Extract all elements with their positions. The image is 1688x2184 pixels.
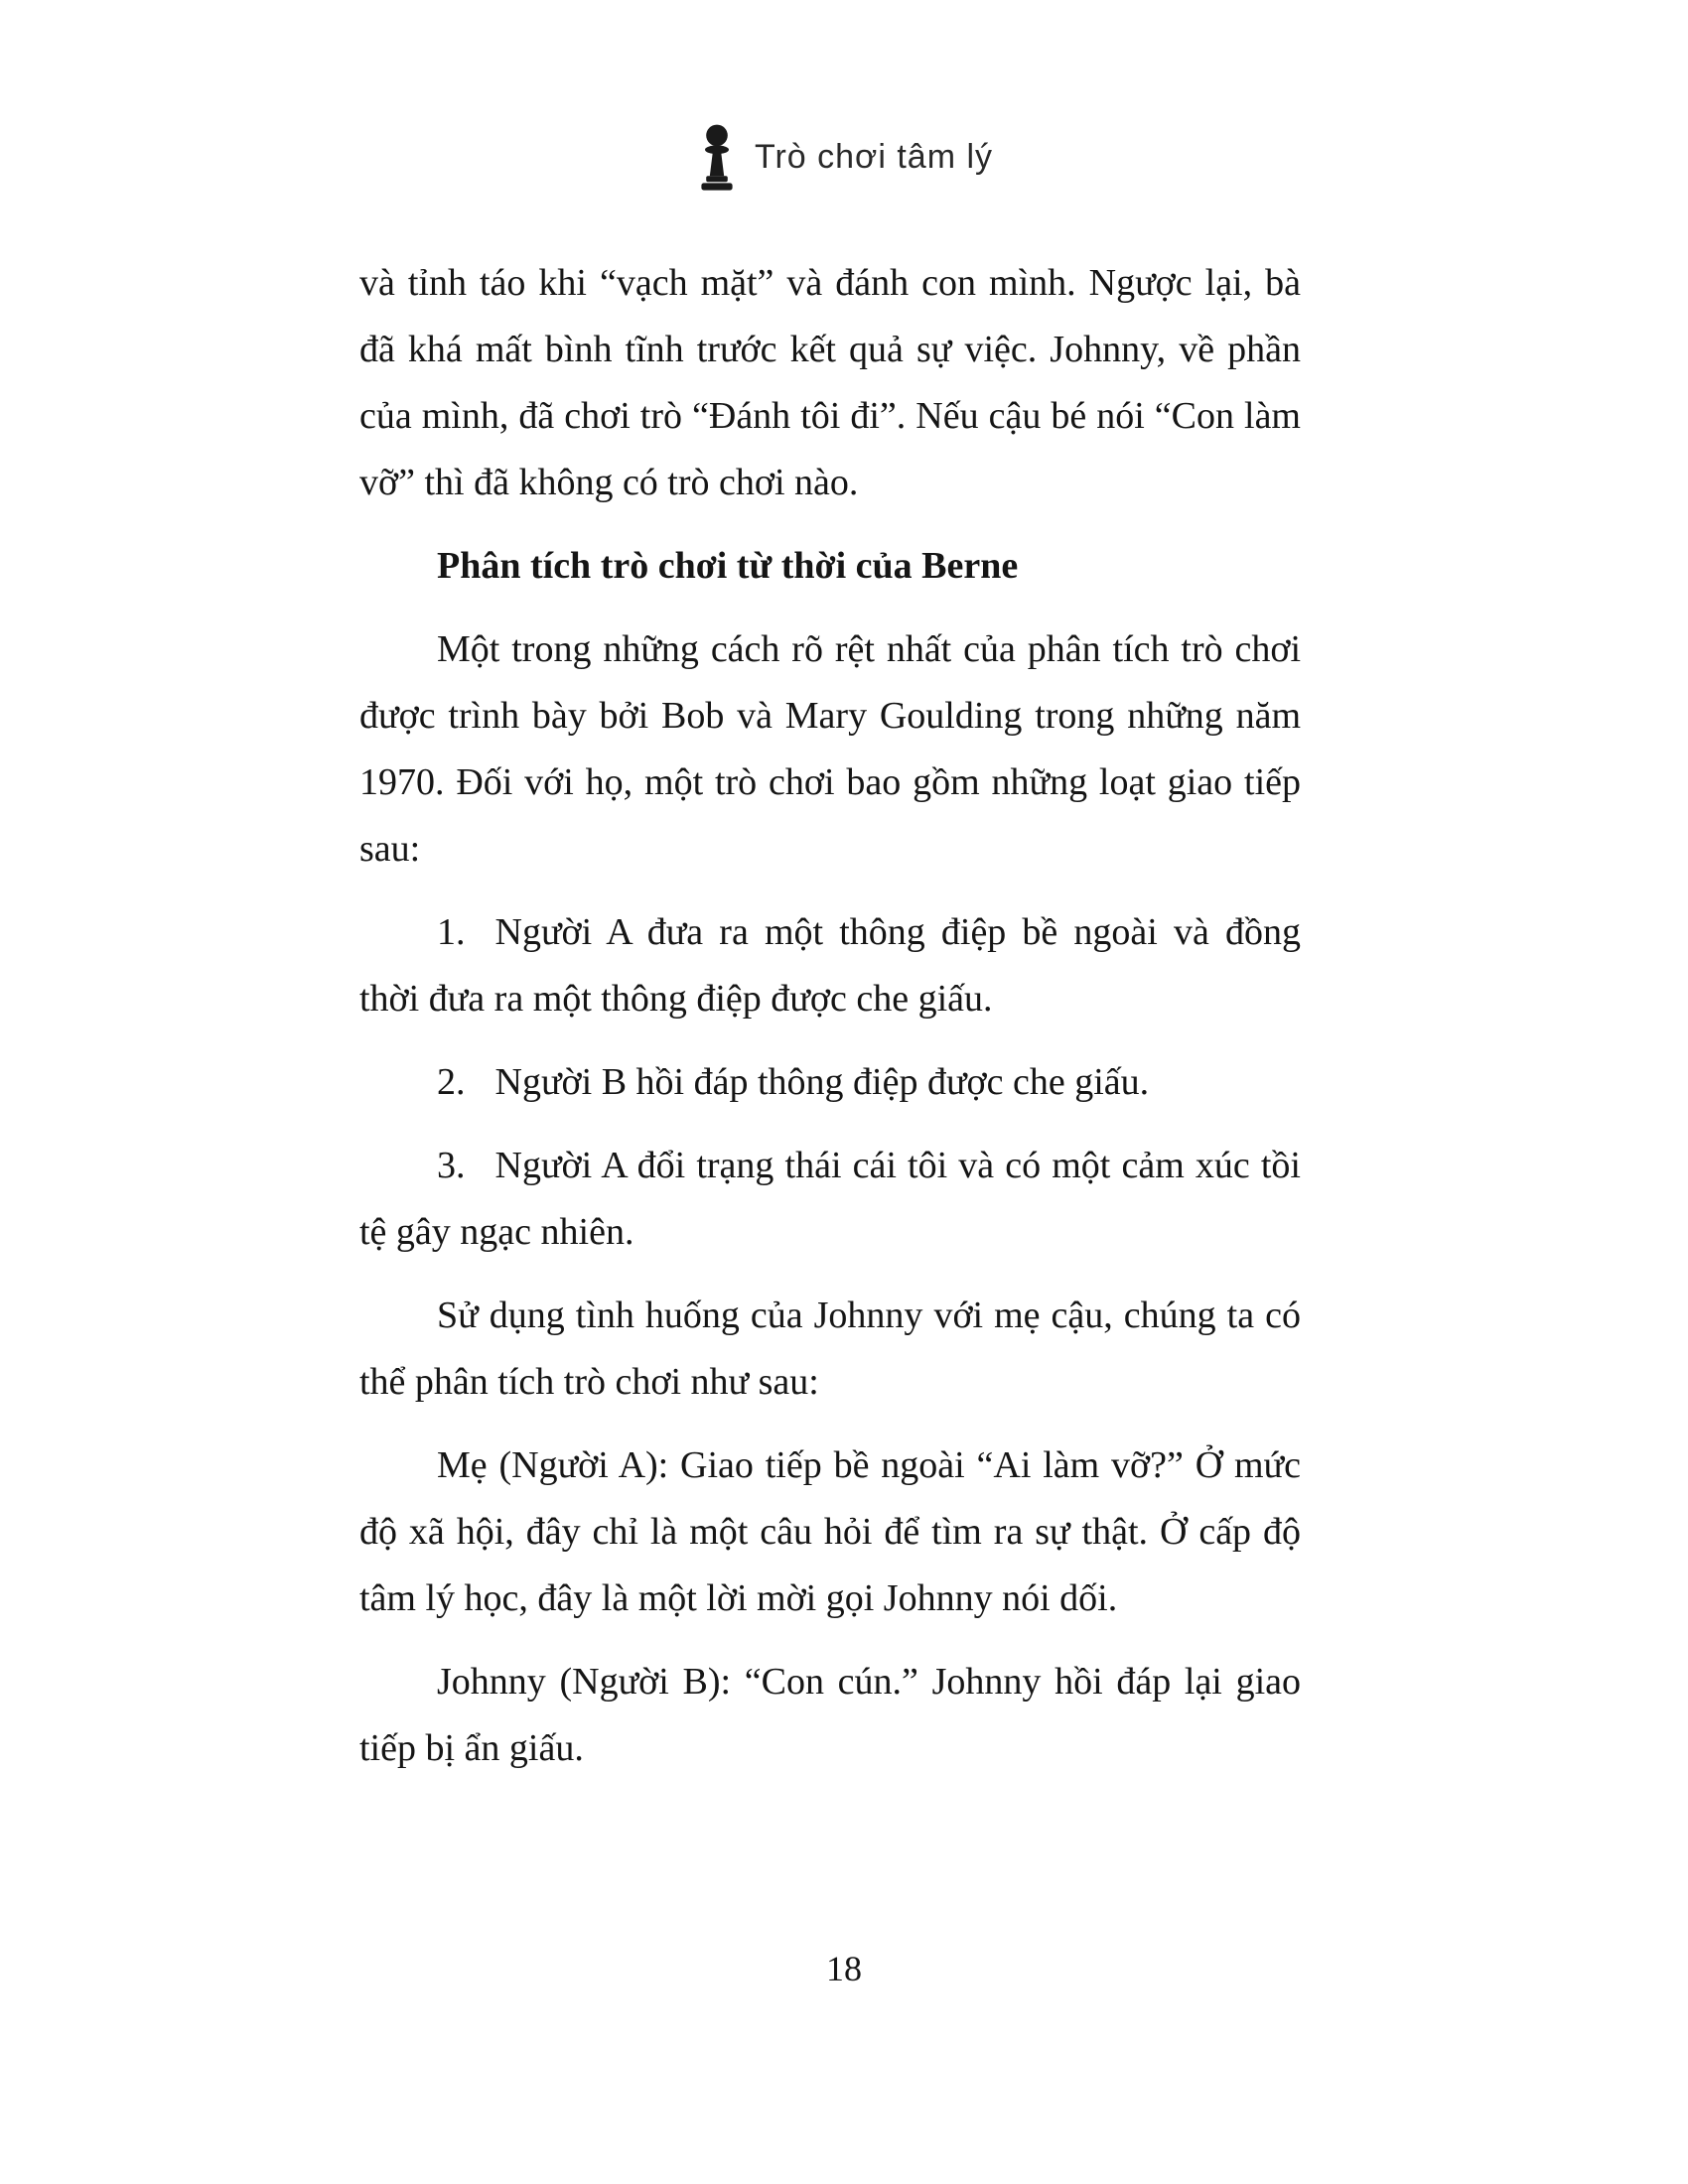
list-item xyxy=(359,1049,1301,1116)
chess-pawn-icon xyxy=(695,121,739,193)
running-header-title: Trò chơi tâm lý xyxy=(754,137,994,176)
list-item xyxy=(359,1133,1301,1266)
paragraph: Mẹ (Người A): Giao tiếp bề ngoài “Ai làm vỡ?” Ở mức độ xã hội, đây chỉ là một câu hỏi để tìm ra sự thật. Ở cấp độ tâm lý học, đây là một lời mời gọi Johnny nói dối. xyxy=(359,1444,1301,1619)
list-item xyxy=(359,899,1301,1032)
section-heading: Phân tích trò chơi từ thời của Berne xyxy=(437,545,1019,587)
paragraph: Johnny (Người B): “Con cún.” Johnny hồi đáp lại giao tiếp bị ẩn giấu. xyxy=(359,1661,1301,1769)
page-number: 18 xyxy=(826,1949,862,1988)
list-item-text: Người A đưa ra một thông điệp bề ngoài và đồng thời đưa ra một thông điệp được che giấu. xyxy=(359,911,1301,1020)
list-item-number: 3. xyxy=(437,1145,466,1186)
list-item-number: 1. xyxy=(437,911,466,953)
list-item-number: 2. xyxy=(437,1061,466,1103)
list-item-text: Người B hồi đáp thông điệp được che giấu. xyxy=(494,1061,1150,1103)
running-header xyxy=(0,121,1688,193)
paragraph: Sử dụng tình huống của Johnny với mẹ cậu, chúng ta có thể phân tích trò chơi như sau: xyxy=(359,1295,1301,1403)
list-item-text: Người A đổi trạng thái cái tôi và có một cảm xúc tồi tệ gây ngạc nhiên. xyxy=(359,1145,1301,1253)
paragraph: Một trong những cách rõ rệt nhất của phân tích trò chơi được trình bày bởi Bob và Mary Goulding trong những năm 1970. Đối với họ, một trò chơi bao gồm những loạt giao tiếp sau: xyxy=(359,628,1301,870)
page-content xyxy=(359,250,1301,1799)
paragraph: và tỉnh táo khi “vạch mặt” và đánh con mình. Ngược lại, bà đã khá mất bình tĩnh trước kết quả sự việc. Johnny, về phần của mình, đã chơi trò “Đánh tôi đi”. Nếu cậu bé nói “Con làm vỡ” thì đã không có trò chơi nào. xyxy=(359,262,1301,503)
